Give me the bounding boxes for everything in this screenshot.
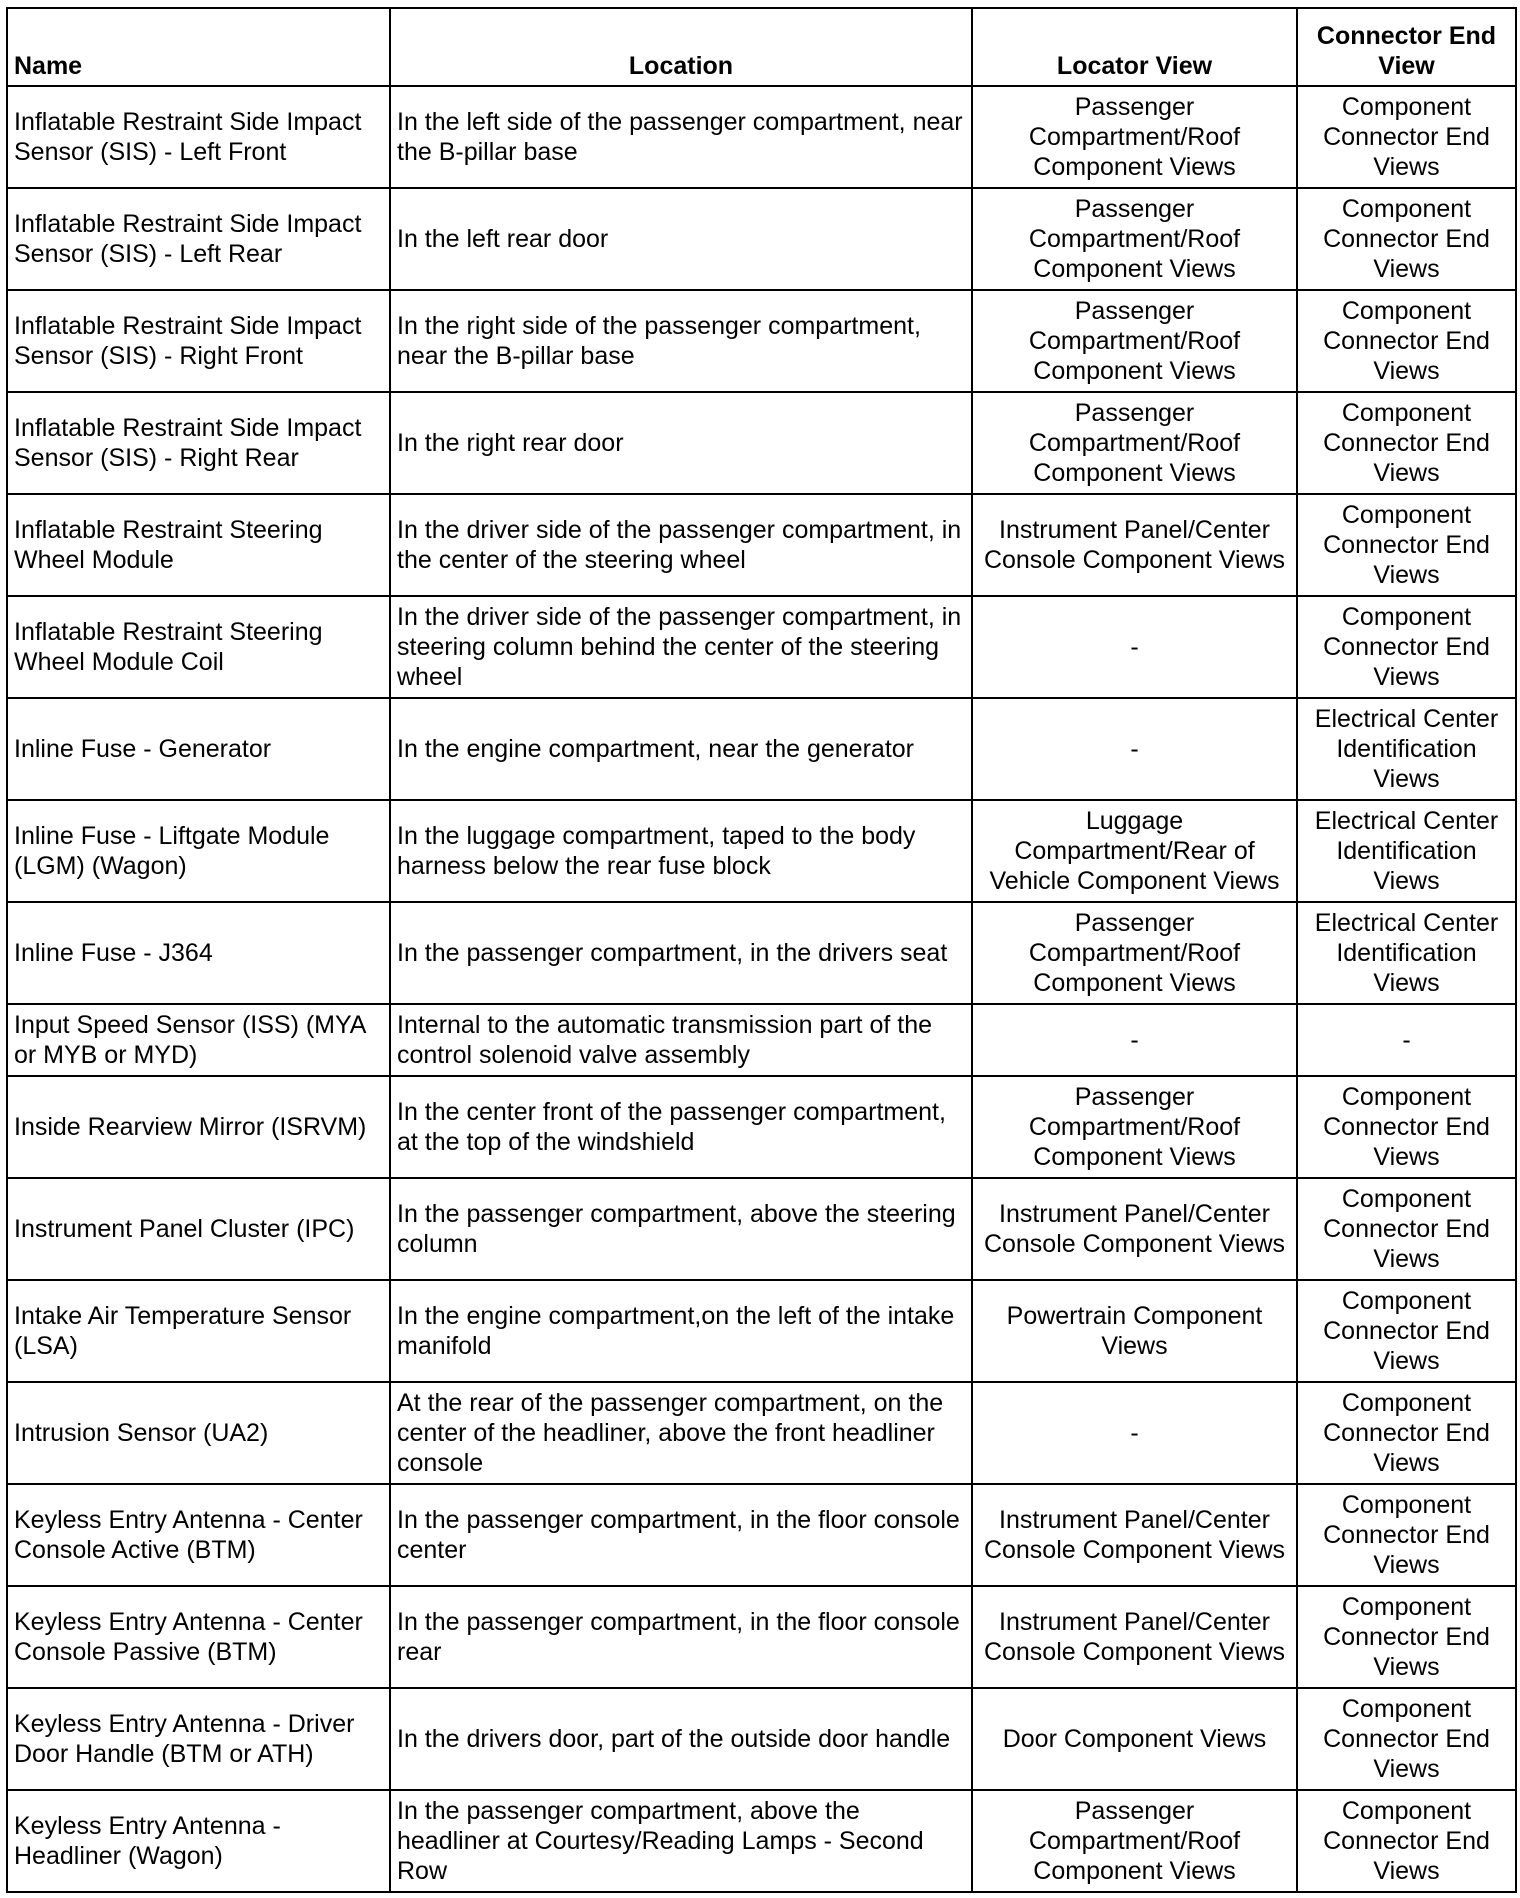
cell-connector-end-view: Component Connector End Views <box>1297 392 1516 494</box>
cell-location: In the center front of the passenger compartment, at the top of the windshield <box>390 1076 972 1178</box>
cell-locator-view: - <box>972 596 1297 698</box>
cell-locator-view: Passenger Compartment/Roof Component Views <box>972 1790 1297 1892</box>
cell-connector-end-view: Component Connector End Views <box>1297 1586 1516 1688</box>
table-row <box>7 1382 1516 1484</box>
cell-locator-view: Passenger Compartment/Roof Component Views <box>972 86 1297 188</box>
cell-locator-view: - <box>972 1382 1297 1484</box>
cell-name: Inflatable Restraint Side Impact Sensor (SIS) - Left Front <box>7 86 390 188</box>
table-row <box>7 290 1516 392</box>
table-row <box>7 188 1516 290</box>
cell-connector-end-view: Component Connector End Views <box>1297 1484 1516 1586</box>
cell-name: Inline Fuse - J364 <box>7 902 390 1004</box>
table-row <box>7 1004 1516 1076</box>
cell-connector-end-view: Electrical Center Identification Views <box>1297 800 1516 902</box>
cell-locator-view: Powertrain Component Views <box>972 1280 1297 1382</box>
component-locator-table <box>6 7 1517 1893</box>
cell-location: Internal to the automatic transmission part of the control solenoid valve assembly <box>390 1004 972 1076</box>
table-row <box>7 1178 1516 1280</box>
cell-name: Inline Fuse - Liftgate Module (LGM) (Wagon) <box>7 800 390 902</box>
cell-connector-end-view: Component Connector End Views <box>1297 494 1516 596</box>
table-row <box>7 392 1516 494</box>
header-name: Name <box>7 8 390 86</box>
table-row <box>7 1076 1516 1178</box>
cell-location: In the drivers door, part of the outside door handle <box>390 1688 972 1790</box>
cell-location: In the left rear door <box>390 188 972 290</box>
cell-name: Inflatable Restraint Side Impact Sensor (SIS) - Right Rear <box>7 392 390 494</box>
cell-name: Intrusion Sensor (UA2) <box>7 1382 390 1484</box>
cell-locator-view: Passenger Compartment/Roof Component Views <box>972 290 1297 392</box>
cell-locator-view: Instrument Panel/Center Console Component Views <box>972 1178 1297 1280</box>
cell-location: In the right side of the passenger compartment, near the B-pillar base <box>390 290 972 392</box>
header-row <box>7 8 1516 86</box>
cell-connector-end-view: - <box>1297 1004 1516 1076</box>
cell-name: Keyless Entry Antenna - Center Console Passive (BTM) <box>7 1586 390 1688</box>
cell-locator-view: Door Component Views <box>972 1688 1297 1790</box>
table-row <box>7 698 1516 800</box>
cell-connector-end-view: Component Connector End Views <box>1297 1382 1516 1484</box>
cell-locator-view: Passenger Compartment/Roof Component Views <box>972 902 1297 1004</box>
cell-name: Inflatable Restraint Side Impact Sensor (SIS) - Right Front <box>7 290 390 392</box>
table-row <box>7 494 1516 596</box>
cell-locator-view: - <box>972 698 1297 800</box>
cell-location: In the passenger compartment, above the headliner at Courtesy/Reading Lamps - Second Row <box>390 1790 972 1892</box>
cell-connector-end-view: Electrical Center Identification Views <box>1297 698 1516 800</box>
cell-connector-end-view: Component Connector End Views <box>1297 290 1516 392</box>
cell-connector-end-view: Component Connector End Views <box>1297 1178 1516 1280</box>
cell-location: In the driver side of the passenger compartment, in steering column behind the center of the steering wheel <box>390 596 972 698</box>
header-locator-view: Locator View <box>972 8 1297 86</box>
cell-locator-view: Passenger Compartment/Roof Component Views <box>972 392 1297 494</box>
cell-connector-end-view: Component Connector End Views <box>1297 188 1516 290</box>
cell-locator-view: Passenger Compartment/Roof Component Views <box>972 1076 1297 1178</box>
table-row <box>7 1688 1516 1790</box>
cell-name: Keyless Entry Antenna - Center Console Active (BTM) <box>7 1484 390 1586</box>
table-row <box>7 800 1516 902</box>
cell-locator-view: Luggage Compartment/Rear of Vehicle Component Views <box>972 800 1297 902</box>
cell-connector-end-view: Component Connector End Views <box>1297 1688 1516 1790</box>
cell-name: Inflatable Restraint Steering Wheel Module <box>7 494 390 596</box>
cell-name: Input Speed Sensor (ISS) (MYA or MYB or MYD) <box>7 1004 390 1076</box>
cell-location: In the passenger compartment, above the steering column <box>390 1178 972 1280</box>
cell-locator-view: - <box>972 1004 1297 1076</box>
cell-location: In the right rear door <box>390 392 972 494</box>
table-row <box>7 1586 1516 1688</box>
cell-connector-end-view: Component Connector End Views <box>1297 86 1516 188</box>
cell-location: In the engine compartment, near the generator <box>390 698 972 800</box>
table-row <box>7 1280 1516 1382</box>
cell-name: Inflatable Restraint Side Impact Sensor (SIS) - Left Rear <box>7 188 390 290</box>
table-row <box>7 902 1516 1004</box>
cell-connector-end-view: Component Connector End Views <box>1297 1076 1516 1178</box>
cell-location: In the passenger compartment, in the drivers seat <box>390 902 972 1004</box>
cell-location: In the left side of the passenger compartment, near the B-pillar base <box>390 86 972 188</box>
header-location: Location <box>390 8 972 86</box>
cell-locator-view: Instrument Panel/Center Console Component Views <box>972 494 1297 596</box>
cell-connector-end-view: Component Connector End Views <box>1297 1280 1516 1382</box>
table-row <box>7 1484 1516 1586</box>
cell-locator-view: Passenger Compartment/Roof Component Views <box>972 188 1297 290</box>
cell-name: Inflatable Restraint Steering Wheel Module Coil <box>7 596 390 698</box>
cell-location: In the luggage compartment, taped to the body harness below the rear fuse block <box>390 800 972 902</box>
cell-locator-view: Instrument Panel/Center Console Component Views <box>972 1586 1297 1688</box>
cell-name: Keyless Entry Antenna - Driver Door Handle (BTM or ATH) <box>7 1688 390 1790</box>
table-row <box>7 86 1516 188</box>
cell-locator-view: Instrument Panel/Center Console Component Views <box>972 1484 1297 1586</box>
cell-location: In the driver side of the passenger compartment, in the center of the steering wheel <box>390 494 972 596</box>
cell-name: Inside Rearview Mirror (ISRVM) <box>7 1076 390 1178</box>
cell-name: Instrument Panel Cluster (IPC) <box>7 1178 390 1280</box>
cell-location: In the passenger compartment, in the floor console center <box>390 1484 972 1586</box>
cell-name: Inline Fuse - Generator <box>7 698 390 800</box>
header-connector-end-view: Connector End View <box>1297 8 1516 86</box>
cell-name: Keyless Entry Antenna - Headliner (Wagon) <box>7 1790 390 1892</box>
cell-location: In the engine compartment,on the left of the intake manifold <box>390 1280 972 1382</box>
cell-connector-end-view: Electrical Center Identification Views <box>1297 902 1516 1004</box>
table-row <box>7 1790 1516 1892</box>
cell-connector-end-view: Component Connector End Views <box>1297 1790 1516 1892</box>
cell-location: In the passenger compartment, in the floor console rear <box>390 1586 972 1688</box>
cell-connector-end-view: Component Connector End Views <box>1297 596 1516 698</box>
cell-location: At the rear of the passenger compartment, on the center of the headliner, above the front headliner console <box>390 1382 972 1484</box>
table-row <box>7 596 1516 698</box>
cell-name: Intake Air Temperature Sensor (LSA) <box>7 1280 390 1382</box>
